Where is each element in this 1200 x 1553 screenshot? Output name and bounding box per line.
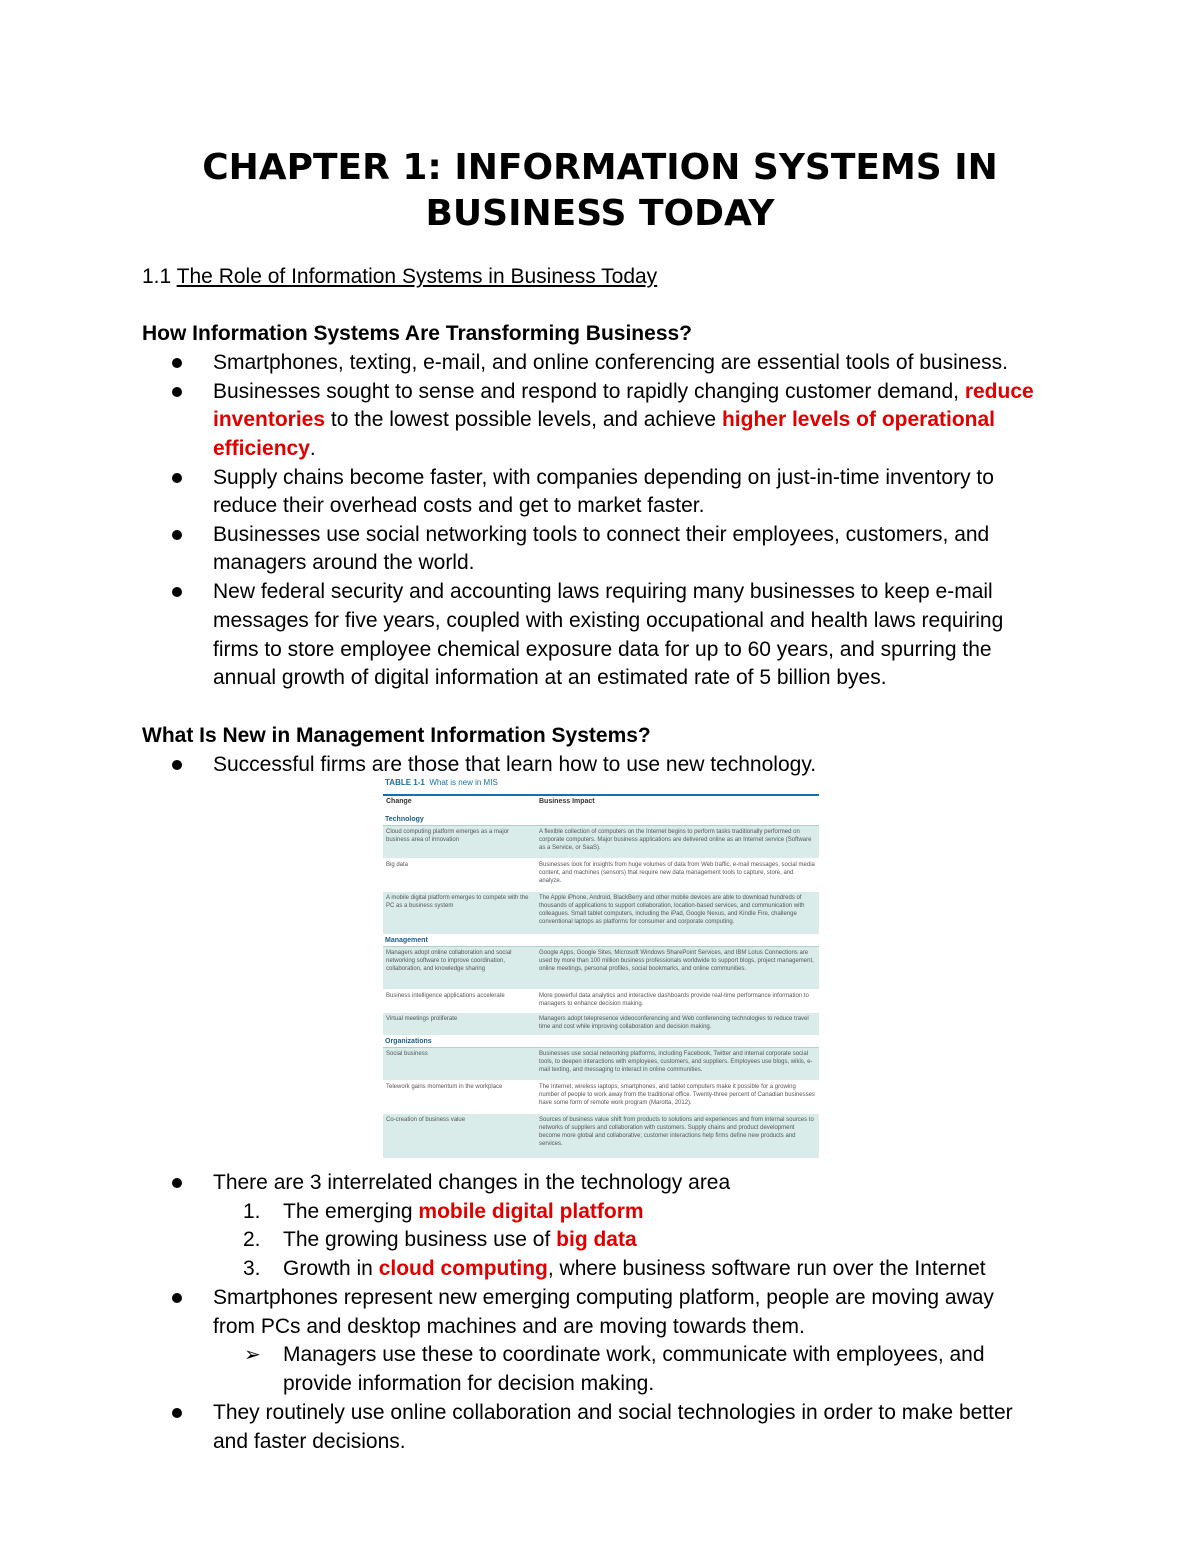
bullet-text-continued: firms to store employee chemical exposure data for up to 60 years, and spurring the <box>213 638 992 661</box>
numbered-item <box>283 1255 986 1283</box>
column-header-impact: Business Impact <box>539 798 595 805</box>
text-run: Businesses sought to sense and respond to rapidly changing customer demand, <box>213 380 959 403</box>
table-cell: A flexible collection of computers on the Internet begins to perform tasks traditionally performed on corporate computers. Major business applications are delivered online as an Internet service (Software as a Service, or SaaS). <box>539 829 812 851</box>
numbered-item <box>283 1226 637 1254</box>
table-cell: Telework gains momentum in the workplace <box>386 1084 503 1090</box>
table-row <box>383 990 819 1012</box>
table-cell: More powerful data analytics and interactive dashboards provide real-time performance information to managers to enhance decision making. <box>539 993 809 1007</box>
subheading-transforming: How Information Systems Are Transforming Business? <box>142 322 692 345</box>
bullet-dot <box>172 473 182 483</box>
bullet-text-continued <box>213 435 316 463</box>
bullet-text: Smartphones represent new emerging computing platform, people are moving away <box>213 1286 994 1309</box>
chapter-title-line1: CHAPTER 1: INFORMATION SYSTEMS IN <box>202 147 998 188</box>
text-run: The emerging <box>283 1200 419 1223</box>
table-header-rule <box>383 794 819 796</box>
table-caption-text: What is new in MIS <box>429 778 498 787</box>
table-cell: The Apple iPhone, Android, BlackBerry and other mobile devices are able to download hundreds of thousands of applications to support collaboration, location-based services, and communication with colleagues. Small tablet computers, including the iPad, Google Nexus, and Kindle Fire, challenge conventional laptops as platforms for consumer and corporate computing. <box>539 895 805 925</box>
highlight-text: big data <box>556 1228 637 1251</box>
table-cell: The Internet, wireless laptops, smartphones, and tablet computers make it possible for a growing number of people to work away from the traditional office. Twenty-three percent of Canadian businesses have some form of remote work program (Marotta, 2012). <box>539 1084 815 1106</box>
bullet-text-continued: managers around the world. <box>213 551 475 574</box>
table-cell: Cloud computing platform emerges as a major business area of innovation <box>386 829 510 843</box>
table-section-label: Management <box>385 937 428 944</box>
table-row <box>383 1114 819 1158</box>
bullet-text: Supply chains become faster, with companies depending on just-in-time inventory to <box>213 466 994 489</box>
text-run: Growth in <box>283 1257 379 1280</box>
highlight-text: efficiency <box>213 437 310 460</box>
table-figure <box>383 778 819 1160</box>
bullet-dot <box>172 530 182 540</box>
bullet-text: New federal security and accounting laws requiring many businesses to keep e-mail <box>213 580 993 603</box>
bullet-text <box>213 378 1034 406</box>
bullet-dot <box>172 1178 182 1188</box>
numbered-item <box>283 1198 644 1226</box>
bullet-dot <box>172 760 182 770</box>
table-row <box>383 947 819 989</box>
sub-bullet-text: Managers use these to coordinate work, communicate with employees, and <box>283 1343 985 1366</box>
bullet-text: They routinely use online collaboration and social technologies in order to make better <box>213 1401 1013 1424</box>
text-run: . <box>309 437 316 460</box>
bullet-text-continued: and faster decisions. <box>213 1430 406 1453</box>
text-run: The growing business use of <box>283 1228 557 1251</box>
table-caption-label: TABLE 1-1 <box>385 778 425 787</box>
chapter-title-line2: BUSINESS TODAY <box>425 193 775 234</box>
table-section-label: Organizations <box>385 1038 432 1045</box>
table-row <box>383 859 819 891</box>
list-number: 1. <box>243 1200 261 1223</box>
highlight-text: higher levels of operational <box>721 408 996 431</box>
text-run: to the lowest possible levels, and achieve <box>325 408 722 431</box>
table-row <box>383 892 819 934</box>
highlight-text: inventories <box>213 408 326 431</box>
highlight-text: cloud computing <box>378 1257 548 1280</box>
bullet-text-continued <box>213 406 995 434</box>
table-row <box>383 826 819 858</box>
bullet-dot <box>172 1408 182 1418</box>
bullet-text: Smartphones, texting, e-mail, and online conferencing are essential tools of business. <box>213 351 1008 374</box>
highlight-text: mobile digital platform <box>418 1200 644 1223</box>
bullet-dot <box>172 1293 182 1303</box>
sub-bullet-text-continued: provide information for decision making. <box>283 1372 655 1395</box>
section-number: 1.1 <box>142 265 172 288</box>
bullet-dot <box>172 587 182 597</box>
section-heading <box>142 263 657 291</box>
bullet-text-continued: from PCs and desktop machines and are moving towards them. <box>213 1315 805 1338</box>
bullet-text: Businesses use social networking tools to connect their employees, customers, and <box>213 523 990 546</box>
table-row <box>383 1081 819 1113</box>
highlight-text: reduce <box>964 380 1034 403</box>
table-cell: Managers adopt online collaboration and social networking software to improve coordination, collaboration, and knowledge sharing <box>386 950 512 972</box>
text-run: , where business software run over the Internet <box>547 1257 986 1280</box>
table-cell: Co-creation of business value <box>386 1117 466 1123</box>
bullet-dot <box>172 387 182 397</box>
table-section-label: Technology <box>385 816 424 823</box>
bullet-dot <box>172 358 182 368</box>
table-caption <box>385 778 498 787</box>
table-cell: Managers adopt telepresence videoconferencing and Web conferencing technologies to reduce travel time and cost while improving collaboration and decision making. <box>539 1016 809 1030</box>
section-title: The Role of Information Systems in Business Today <box>176 265 658 288</box>
column-header-change: Change <box>386 798 412 805</box>
list-number: 2. <box>243 1228 261 1251</box>
table-row <box>383 1013 819 1035</box>
table-cell: Sources of business value shift from products to solutions and experiences and from internal sources to networks of suppliers and collaboration with customers. Supply chains and product development become more global and collaborative; customer interactions help firms define new products and services. <box>539 1117 814 1147</box>
table-cell: Business intelligence applications accelerate <box>386 993 505 999</box>
bullet-text-continued: reduce their overhead costs and get to market faster. <box>213 494 705 517</box>
bullet-text-continued: messages for five years, coupled with existing occupational and health laws requiring <box>213 609 1004 632</box>
list-number: 3. <box>243 1257 261 1280</box>
arrow-bullet-icon: ➢ <box>244 1344 261 1366</box>
subheading-whats-new: What Is New in Management Information Systems? <box>142 724 651 747</box>
table-cell: Virtual meetings proliferate <box>386 1016 458 1022</box>
table-cell: Big data <box>386 862 409 868</box>
table-cell: Social business <box>386 1051 428 1057</box>
bullet-text-continued: annual growth of digital information at an estimated rate of 5 billion byes. <box>213 666 887 689</box>
table-cell: Businesses use social networking platforms, including Facebook, Twitter and internal corporate social tools, to deepen interactions with employees, customers, and suppliers. Employees use blogs, wikis, e-mail texting, and messaging to interact in online communities. <box>539 1051 813 1073</box>
bullet-text: There are 3 interrelated changes in the technology area <box>213 1171 731 1194</box>
table-cell: Businesses look for insights from huge volumes of data from Web traffic, e-mail messages, social media content, and machines (sensors) that require new data management tools to capture, store, and analyze. <box>539 862 815 884</box>
table-cell: Google Apps, Google Sites, Microsoft Windows SharePoint Services, and IBM Lotus Connections are used by more than 100 million business professionals worldwide to support blogs, project management, online meetings, personal profiles, social bookmarks, and online communities. <box>539 950 814 972</box>
table-cell: A mobile digital platform emerges to compete with the PC as a business system <box>386 895 529 909</box>
table-row <box>383 1048 819 1080</box>
bullet-text: Successful firms are those that learn how to use new technology. <box>213 753 817 776</box>
